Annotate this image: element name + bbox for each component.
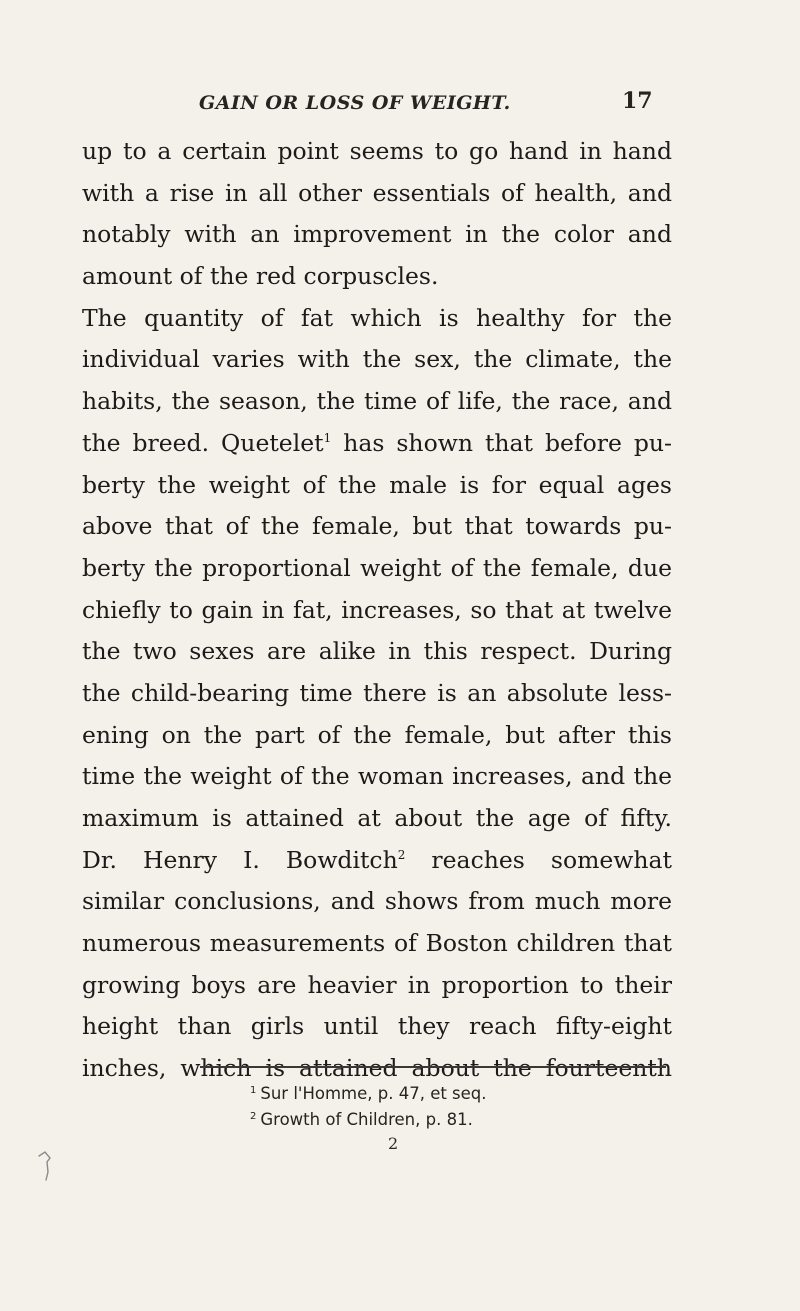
footnote-1 — [250, 1084, 487, 1103]
text-line: amount of the red corpuscles. — [82, 262, 439, 291]
text-line: notably with an improvement in the color and — [82, 220, 672, 249]
text-line: ening on the part of the female, but after this — [82, 720, 672, 749]
footnote-ref-2: 2 — [397, 847, 406, 862]
body-text — [82, 131, 672, 1090]
text-line: habits, the season, the time of life, the race, and — [82, 387, 672, 416]
text-line: maximum is attained at about the age of fifty. — [82, 804, 672, 832]
text-line: individual varies with the sex, the climate, the — [82, 345, 672, 374]
text-line: The quantity of fat which is healthy for the — [82, 303, 672, 332]
text-line: berty the proportional weight of the female, due — [82, 553, 672, 582]
text-line: with a rise in all other essentials of health, and — [82, 178, 672, 207]
text-line: chiefly to gain in fat, increases, so that at twelve — [82, 595, 672, 624]
text-segment: has shown that before pu- — [331, 428, 672, 457]
text-line: the two sexes are alike in this respect. During — [82, 637, 672, 666]
text-segment: the breed. Quetelet — [82, 428, 324, 457]
text-line: height than girls until they reach fifty-eight — [82, 1012, 672, 1041]
text-line: numerous measurements of Boston children that — [82, 929, 672, 958]
text-line: similar conclusions, and shows from much more — [82, 887, 672, 916]
footnote-divider — [200, 1066, 666, 1068]
text-line: up to a certain point seems to go hand in hand — [82, 137, 672, 165]
footnote-marker: 1 — [250, 1085, 257, 1096]
footnote-2 — [250, 1110, 473, 1129]
footnote-ref-1: 1 — [323, 430, 332, 445]
text-line: the child-bearing time there is an absolute less- — [82, 678, 672, 707]
text-line: berty the weight of the male is for equal ages — [82, 470, 672, 499]
footnote-text: Sur l'Homme, p. 47, et seq. — [260, 1084, 487, 1103]
text-segment: Dr. Henry I. Bowditch — [82, 845, 398, 874]
running-head: GAIN OR LOSS OF WEIGHT. — [199, 92, 511, 114]
text-line-with-footnote-ref — [82, 840, 672, 882]
text-line: growing boys are heavier in proportion to their — [82, 970, 672, 999]
page-number: 17 — [622, 88, 653, 114]
text-line: above that of the female, but that towards pu- — [82, 512, 672, 541]
footnote-marker: 2 — [250, 1111, 257, 1122]
pencil-mark-icon — [36, 1150, 60, 1182]
footnote-text: Growth of Children, p. 81. — [260, 1110, 473, 1129]
text-line: inches, which is attained about the fourteenth — [82, 1054, 672, 1083]
text-line: time the weight of the woman increases, and the — [82, 762, 672, 791]
text-segment: reaches somewhat — [405, 845, 672, 874]
signature-mark: 2 — [388, 1134, 399, 1153]
text-line-with-footnote-ref — [82, 423, 672, 465]
